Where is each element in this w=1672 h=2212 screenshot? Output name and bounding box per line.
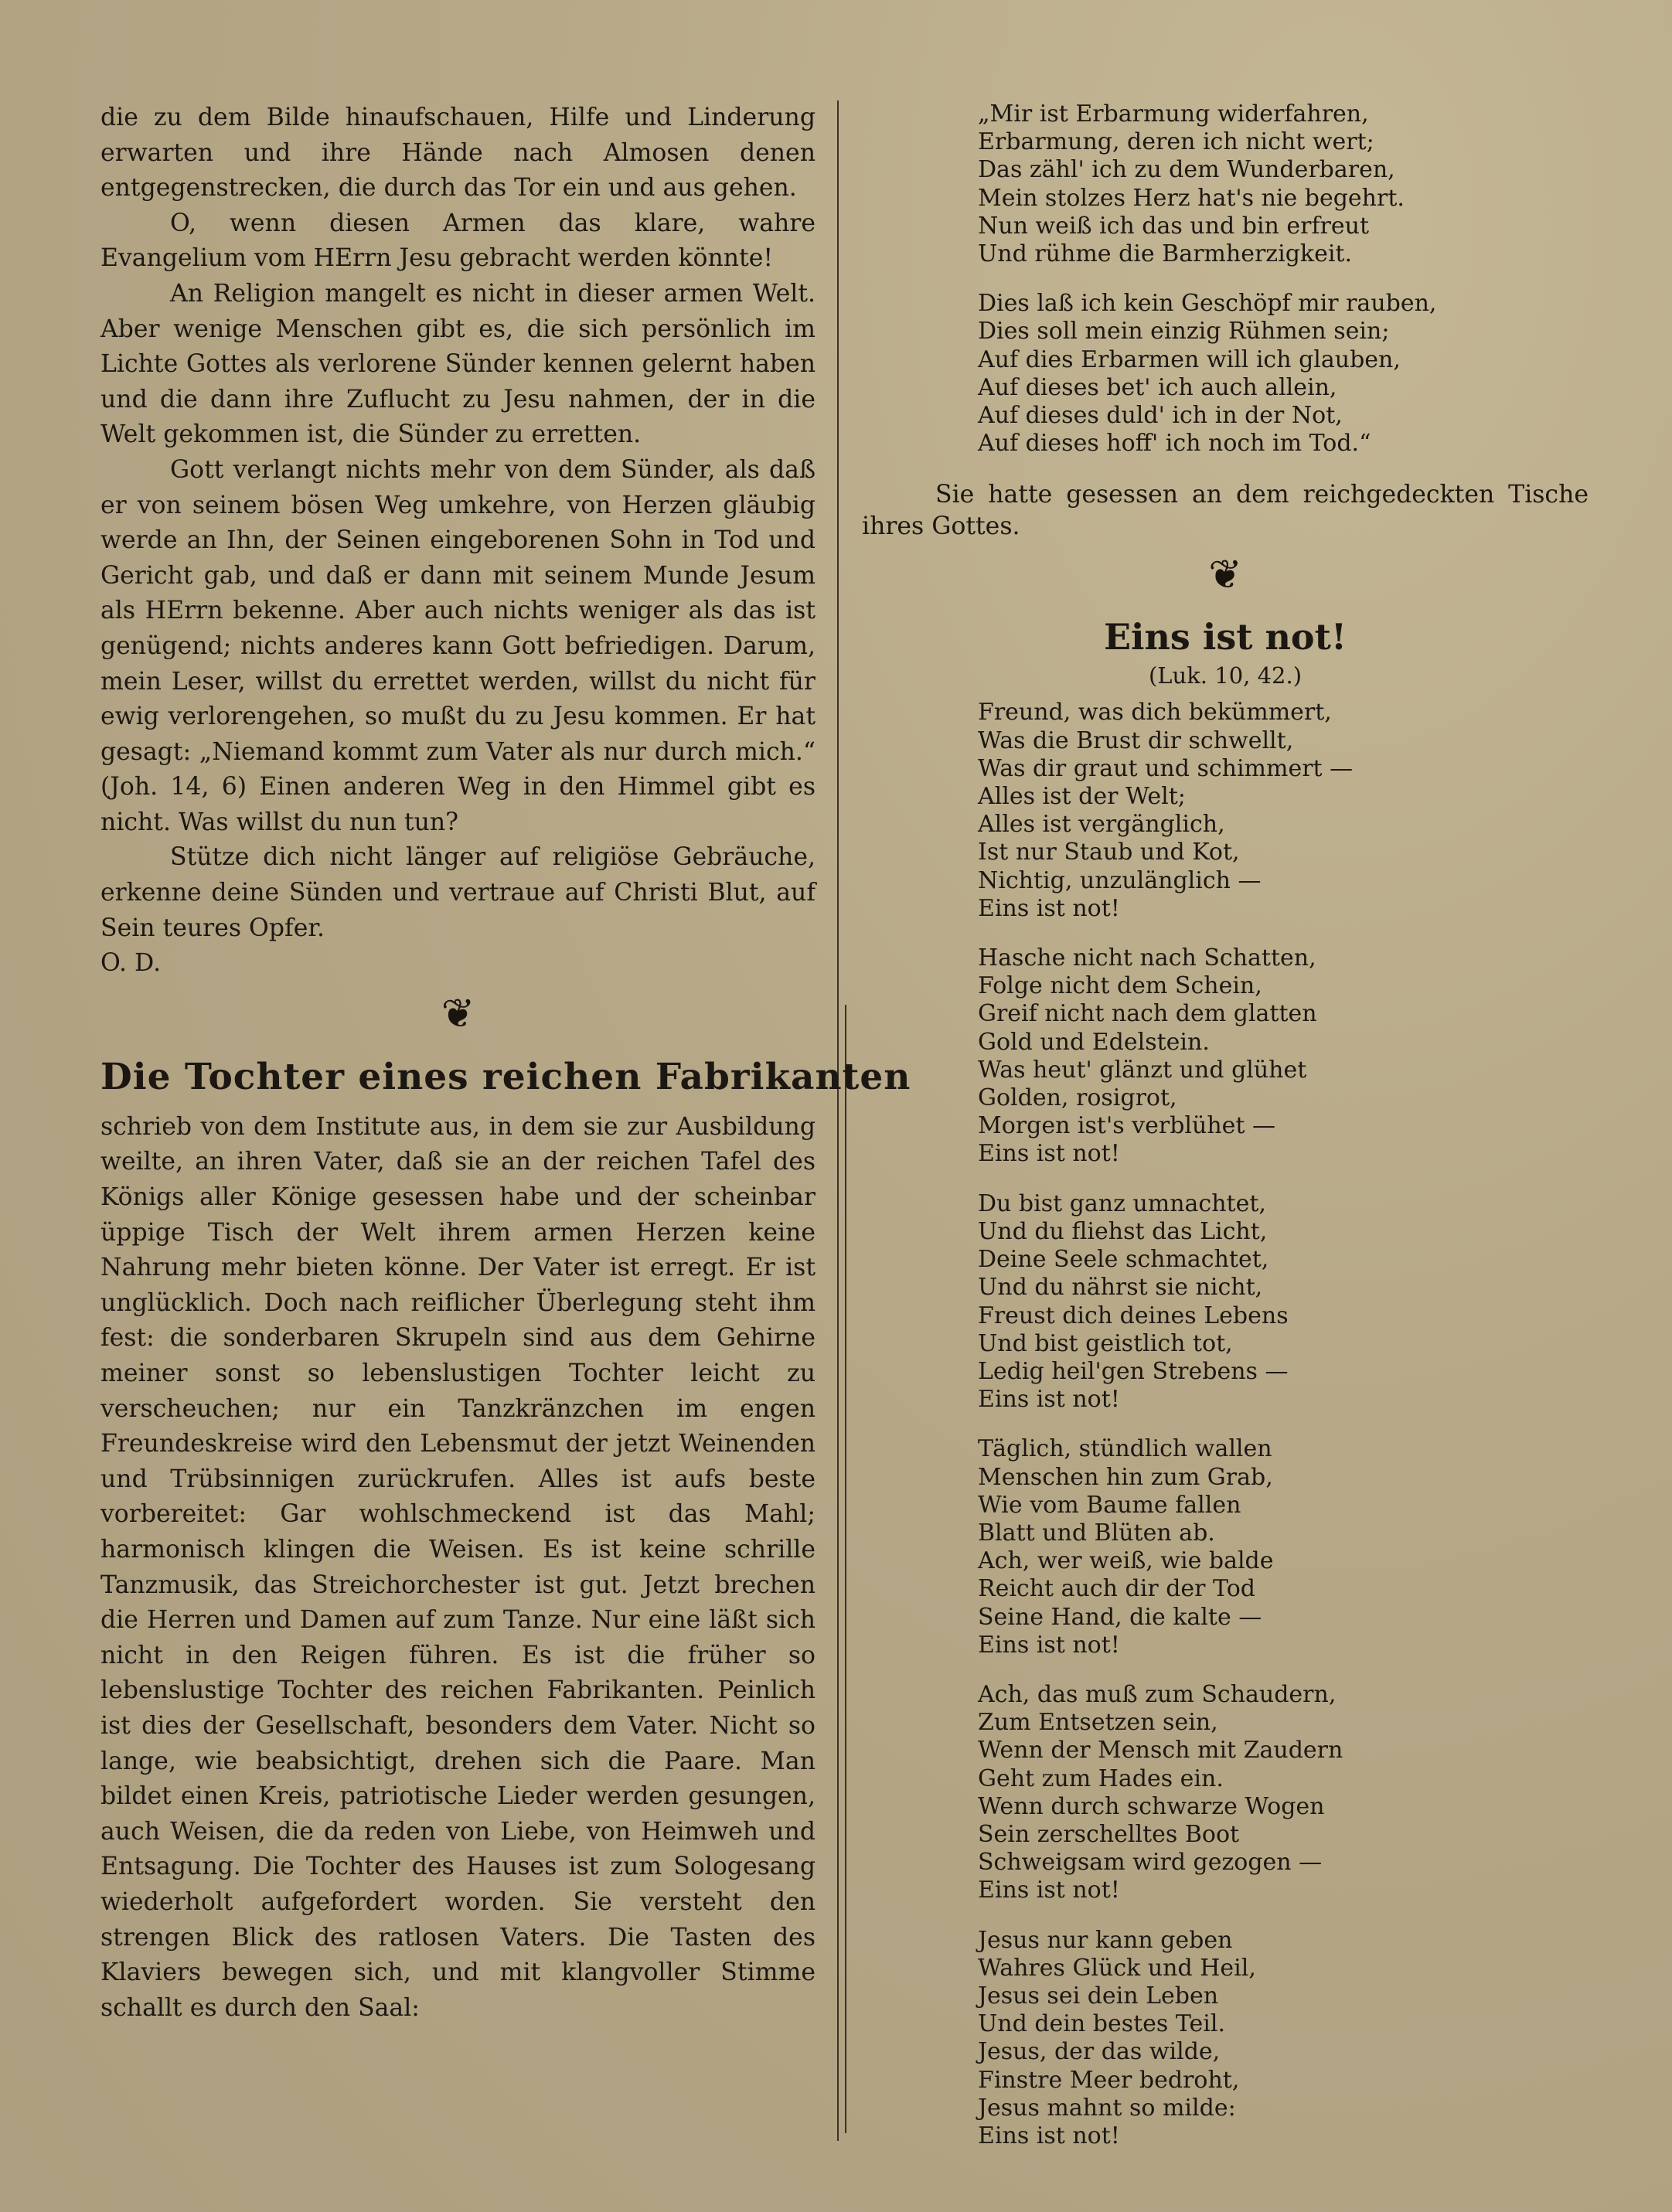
verse-line: Nun weiß ich das und bin erfreut xyxy=(978,212,1370,240)
verse-line: Was die Brust dir schwellt, xyxy=(978,727,1294,754)
verse-line: Ist nur Staub und Kot, xyxy=(978,839,1240,866)
verse-line: Golden, rosigrot, xyxy=(978,1084,1177,1112)
paragraph: O, wenn diesen Armen das klare, wahre Evangelium vom HErrn Jesu gebracht werden könnte! xyxy=(100,209,816,273)
poem xyxy=(978,699,1589,2150)
verse-line: Jesus mahnt so milde: xyxy=(978,2094,1236,2122)
verse-line: Und rühme die Barmherzigkeit. xyxy=(978,240,1353,268)
verse-line: Folge nicht dem Schein, xyxy=(978,972,1262,1000)
article-body: schrieb von dem Institute aus, in dem sie zur Ausbildung weilte, an ihren Vater, daß sie an der reichen Tafel des Königs aller Könige gesessen habe und der scheinbar üppige Tisch der Welt ihrem armen Herzen keine Nahrung mehr bieten könne. Der Vater ist erregt. Er ist unglücklich. Doch nach reiflicher Überlegung steht ihm fest: die sonderbaren Skrupeln sind aus dem Gehirne meiner sonst so lebenslustigen Tochter leicht zu verscheuchen; nur ein Tanzkränzchen im engen Freundeskreise wird den Lebensmut der jetzt Weinenden und Trübsinnigen zurückrufen. Alles ist aufs beste vorbereitet: Gar wohlschmeckend ist das Mahl; harmonisch klingen die Weisen. Es ist keine schrille Tanzmusik, das Streichorchester ist gut. Jetzt brechen die Herren und Damen auf zum Tanze. Nur eine läßt sich nicht in den Reigen führen. Es ist die früher so lebenslustige Tochter des reichen Fabrikanten. Peinlich ist dies der Gesellschaft, besonders dem Vater. Nicht so lange, wie beabsichtigt, drehen sich die Paare. Man bildet einen Kreis, patriotische Lieder werden gesungen, auch Weisen, die da reden von Liebe, von Heimweh und Entsagung. Die Tochter des Hauses ist zum Sologesang wiederholt aufgefordert worden. Sie versteht den strengen Blick des ratlosen Vaters. Die Tasten des Klaviers bewegen sich, und mit klangvoller Stimme schallt es durch den Saal: xyxy=(100,1112,816,2022)
song-verse xyxy=(978,100,1589,458)
verse-line: Schweigsam wird gezogen — xyxy=(978,1849,1323,1877)
verse-line: Auf dies Erbarmen will ich glauben, xyxy=(978,345,1401,373)
verse-line: Und dein bestes Teil. xyxy=(978,2010,1226,2038)
verse-line: Ach, das muß zum Schaudern, xyxy=(978,1680,1337,1708)
stanza xyxy=(978,944,1589,1169)
column-rule xyxy=(837,100,839,2141)
verse-line: Freust dich deines Lebens xyxy=(978,1302,1289,1329)
verse-line: Nichtig, unzulänglich — xyxy=(978,866,1262,894)
verse-line: Jesus nur kann geben xyxy=(978,1926,1233,1954)
stanza xyxy=(978,699,1589,923)
column-rule-secondary xyxy=(845,1005,846,2133)
verse-line: Morgen ist's verblühet — xyxy=(978,1112,1275,1140)
stanza xyxy=(978,1927,1589,2151)
verse-line: Jesus, der das wilde, xyxy=(978,2038,1221,2066)
verse-line: Was dir graut und schimmert — xyxy=(978,754,1354,782)
paragraph: Stütze dich nicht länger auf religiöse Gebräuche, erkenne deine Sünden und vertraue auf Christi Blut, auf Sein teures Opfer. xyxy=(100,843,816,942)
verse-line: Alles ist vergänglich, xyxy=(978,811,1225,839)
verse-line: Greif nicht nach dem glatten xyxy=(978,1000,1317,1028)
verse-line: Das zähl' ich zu dem Wunderbaren, xyxy=(978,156,1395,184)
verse-line: Ledig heil'gen Strebens — xyxy=(978,1357,1289,1385)
verse-line: Auf dieses hoff' ich noch im Tod.“ xyxy=(978,430,1371,458)
stanza xyxy=(978,1190,1589,1414)
verse-line: Ach, wer weiß, wie balde xyxy=(978,1547,1274,1575)
paragraph: An Religion mangelt es nicht in dieser armen Welt. Aber wenige Menschen gibt es, die sich persönlich im Lichte Gottes als verlorene Sünder kennen gelernt haben und die dann ihre Zuflucht zu Jesu nahmen, der in die Welt gekommen ist, die Sünder zu erretten. xyxy=(100,279,816,449)
verse-line: Reicht auch dir der Tod xyxy=(978,1575,1255,1603)
verse-line: Blatt und Blüten ab. xyxy=(978,1519,1215,1547)
verse-line: Und du fliehst das Licht, xyxy=(978,1217,1268,1245)
verse-line: Alles ist der Welt; xyxy=(978,783,1186,811)
verse-line: Täglich, stündlich wallen xyxy=(978,1435,1272,1463)
stanza xyxy=(978,100,1589,268)
verse-line: Wenn der Mensch mit Zaudern xyxy=(978,1737,1343,1764)
verse-line: Und bist geistlich tot, xyxy=(978,1329,1233,1357)
verse-line: Wahres Glück und Heil, xyxy=(978,1954,1256,1982)
verse-line: Erbarmung, deren ich nicht wert; xyxy=(978,128,1374,156)
stanza xyxy=(978,1681,1589,1905)
paragraph: die zu dem Bilde hinaufschauen, Hilfe und Linderung erwarten und ihre Hände nach Almosen denen entgegenstrecken, die durch das Tor ein und aus gehen. xyxy=(100,104,816,202)
stanza xyxy=(978,1435,1589,1659)
verse-line: Jesus sei dein Leben xyxy=(978,1982,1219,2010)
verse-line: Seine Hand, die kalte — xyxy=(978,1603,1262,1631)
verse-line: Sein zerschelltes Boot xyxy=(978,1820,1240,1848)
verse-line: Mein stolzes Herz hat's nie begehrt. xyxy=(978,184,1405,212)
verse-line: Freund, was dich bekümmert, xyxy=(978,699,1332,727)
verse-line: Eins ist not! xyxy=(978,1877,1120,1904)
verse-line: Finstre Meer bedroht, xyxy=(978,2066,1240,2094)
closing-paragraph: Sie hatte gesessen an dem reichgedeckten Tische ihres Gottes. xyxy=(862,481,1589,541)
verse-line: Zum Entsetzen sein, xyxy=(978,1709,1218,1737)
verse-line: Hasche nicht nach Schatten, xyxy=(978,944,1316,972)
left-column xyxy=(100,100,911,2026)
verse-line: Eins ist not! xyxy=(978,2122,1120,2149)
verse-line: Auf dieses duld' ich in der Not, xyxy=(978,402,1343,430)
verse-line: Auf dieses bet' ich auch allein, xyxy=(978,373,1337,401)
verse-line: Menschen hin zum Grab, xyxy=(978,1463,1273,1491)
fleuron-icon: ❦ xyxy=(1208,552,1242,599)
verse-line: Dies laß ich kein Geschöpf mir rauben, xyxy=(978,290,1437,318)
verse-line: Dies soll mein einzig Rühmen sein; xyxy=(978,318,1390,345)
verse-line: Eins ist not! xyxy=(978,1386,1120,1414)
verse-line: Wenn durch schwarze Wogen xyxy=(978,1792,1325,1820)
verse-line: Geht zum Hades ein. xyxy=(978,1764,1224,1792)
verse-line: Eins ist not! xyxy=(978,1631,1120,1659)
verse-line: Deine Seele schmachtet, xyxy=(978,1246,1269,1274)
verse-line: Und du nährst sie nicht, xyxy=(978,1274,1263,1302)
stanza xyxy=(978,290,1589,458)
poem-title: Eins ist not! xyxy=(1103,616,1347,658)
paragraph: Gott verlangt nichts mehr von dem Sünder, als daß er von seinem bösen Weg umkehre, von Herzen gläubig werde an Ihn, der Seinen eingeborenen Sohn in Tod und Gericht gab, und daß er dann mit seinem Munde Jesum als HErrn bekenne. Aber auch nichts weniger als das ist genügend; nichts anderes kann Gott befriedigen. Darum, mein Leser, willst du errettet werden, willst du nicht für ewig verlorengehen, so mußt du zu Jesu kommen. Er hat gesagt: „Niemand kommt zum Vater als nur durch mich.“ (Joh. 14, 6) Einen anderen Weg in den Himmel gibt es nicht. Was willst du nun tun? xyxy=(100,455,816,836)
author-signature: O. D. xyxy=(100,949,162,978)
verse-line: Eins ist not! xyxy=(978,1140,1120,1168)
verse-line: Gold und Edelstein. xyxy=(978,1028,1210,1056)
right-column xyxy=(862,100,1589,2172)
verse-line: Wie vom Baume fallen xyxy=(978,1491,1241,1519)
verse-line: Eins ist not! xyxy=(978,894,1120,922)
verse-line: Was heut' glänzt und glühet xyxy=(978,1056,1307,1084)
article-headline: Die Tochter eines reichen Fabrikanten xyxy=(100,1055,911,1098)
fleuron-icon: ❦ xyxy=(441,990,475,1037)
bible-reference: (Luk. 10, 42.) xyxy=(1148,662,1303,689)
verse-line: Du bist ganz umnachtet, xyxy=(978,1189,1266,1217)
verse-line: „Mir ist Erbarmung widerfahren, xyxy=(978,100,1369,128)
